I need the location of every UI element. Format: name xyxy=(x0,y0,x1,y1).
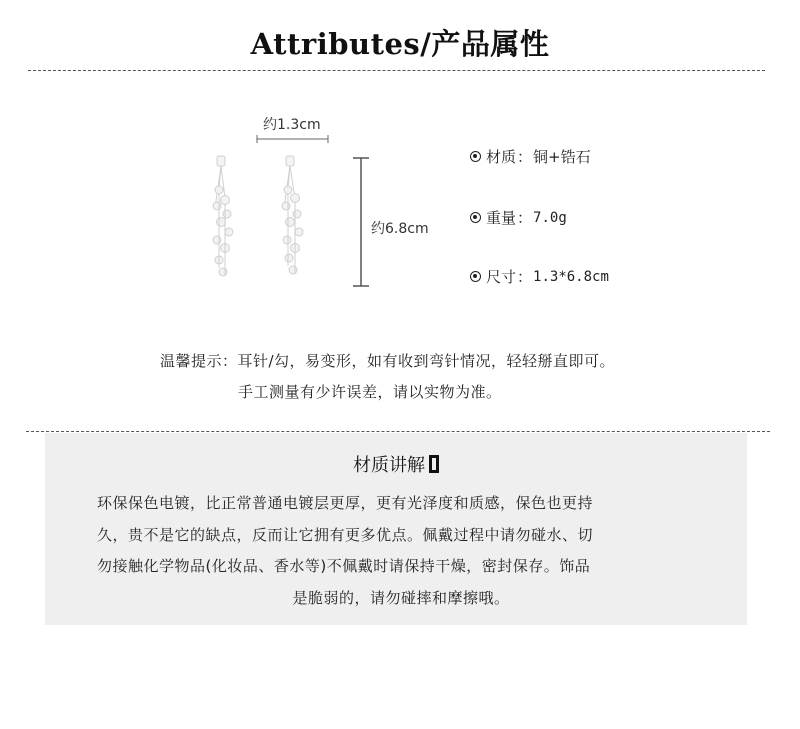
material-heading xyxy=(45,451,747,477)
spec-separator: ： xyxy=(517,268,533,286)
circle-dot-icon xyxy=(470,151,481,162)
middle-divider xyxy=(26,431,770,432)
spec-label: 尺寸 xyxy=(486,268,517,286)
description-line: 是脆弱的，请勿碰摔和摩擦哦。 xyxy=(292,588,510,607)
spec-value: 1.3*6.8cm xyxy=(533,268,609,285)
description-line: 勿接触化学物品(化妆品、香水等)不佩戴时请保持干燥，密封保存。饰品 xyxy=(97,557,591,575)
measurement-note: 手工测量有少许误差，请以实物为准。 xyxy=(238,383,502,401)
spec-label: 重量 xyxy=(486,209,517,227)
page-title: Attributes/产品属性 xyxy=(250,27,550,61)
care-note: 温馨提示：耳针/勾，易变形，如有收到弯针情况，轻轻掰直即可。 xyxy=(160,352,616,370)
top-divider xyxy=(28,70,765,71)
spec-separator: ： xyxy=(517,209,533,227)
spec-value: 铜+锆石 xyxy=(533,148,591,166)
product-image xyxy=(195,108,455,298)
width-measure-label: 约1.3cm xyxy=(263,117,321,133)
circle-dot-icon xyxy=(470,212,481,223)
material-description xyxy=(97,488,705,614)
spec-label: 材质 xyxy=(486,148,517,166)
material-panel xyxy=(45,433,747,625)
spec-value: 7.0g xyxy=(533,209,567,226)
description-line: 环保保色电镀，比正常普通电镀层更厚，更有光泽度和质感，保色也更持 xyxy=(97,494,594,512)
spec-weight xyxy=(470,207,567,228)
right-earring xyxy=(282,156,303,274)
spec-separator: ： xyxy=(517,148,533,166)
material-title: 材质讲解 xyxy=(353,455,425,476)
spec-material xyxy=(470,146,591,167)
spec-size xyxy=(470,266,609,287)
left-earring xyxy=(213,156,233,276)
earring-illustration xyxy=(195,108,455,298)
circle-dot-icon xyxy=(470,271,481,282)
bracket-mark-icon xyxy=(429,455,439,473)
height-measure-label: 约6.8cm xyxy=(371,221,429,237)
description-line: 久，贵不是它的缺点，反而让它拥有更多优点。佩戴过程中请勿碰水、切 xyxy=(97,525,594,544)
